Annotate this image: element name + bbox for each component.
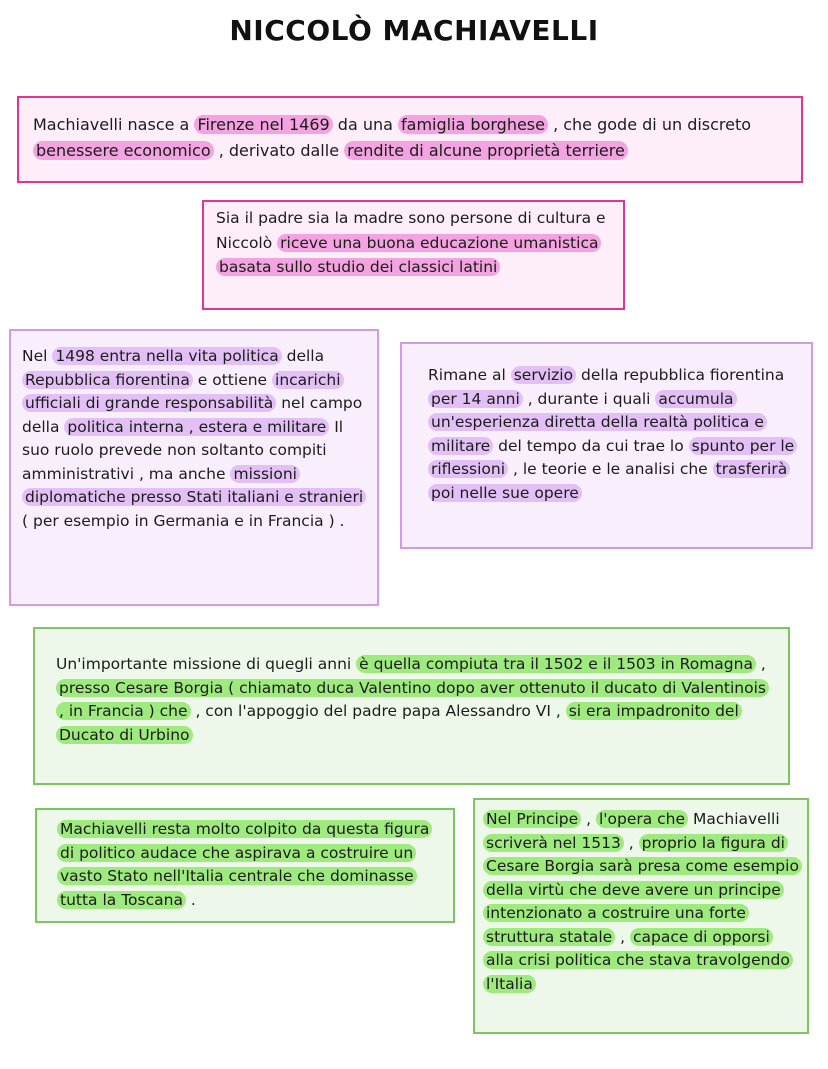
political-career-text: [22, 345, 367, 533]
birth-box: [17, 96, 803, 183]
text-fragment: Rimane al: [428, 366, 511, 384]
text-fragment: e ottiene: [192, 370, 273, 389]
text-fragment: Nel: [22, 347, 53, 365]
text-fragment: nel campo della: [22, 394, 363, 436]
highlight: riceve una buona educazione umanistica basata sullo studio dei classici latini: [216, 234, 601, 277]
text-fragment: , con l'appoggio del padre papa Alessandro VI ,: [190, 702, 566, 720]
highlight: scriverà nel 1513: [483, 834, 624, 852]
page-title: NICCOLÒ MACHIAVELLI: [229, 14, 599, 47]
mission-text: [56, 653, 774, 747]
highlight: capace di opporsi alla crisi politica che stava travolgendo l'Italia: [483, 928, 793, 993]
education-box: [202, 200, 625, 310]
text-fragment: .: [185, 890, 196, 909]
prince-box: [473, 798, 809, 1034]
text-fragment: ,: [615, 927, 630, 946]
text-fragment: , derivato dalle: [213, 141, 345, 160]
mission-box: [33, 627, 790, 785]
prince-text: [483, 808, 801, 996]
text-fragment: , durante i quali: [522, 389, 656, 408]
highlight: per 14 anni: [428, 390, 523, 408]
highlight: incarichi ufficiali di grande responsabilità: [22, 371, 344, 413]
highlight: Nel Principe: [483, 810, 581, 828]
highlight: Machiavelli resta molto colpito da questa figura di politico audace che aspirava a costruire un vasto Stato nell'Italia centrale che dominasse tutta la Toscana: [57, 820, 432, 909]
text-fragment: ,: [581, 810, 596, 828]
text-fragment: ( per esempio in Germania e in Francia ) .: [22, 511, 345, 530]
highlight: accumula un'esperienza diretta della realtà politica e militare: [428, 390, 767, 455]
highlight: trasferirà poi nelle sue opere: [428, 460, 790, 502]
text-fragment: ,: [755, 655, 766, 673]
impression-text: [57, 818, 443, 912]
highlight: benessere economico: [33, 141, 214, 160]
text-fragment: del tempo da cui trae lo: [493, 436, 689, 455]
highlight: missioni diplomatiche presso Stati italiani e stranieri: [22, 465, 366, 507]
highlight: rendite di alcune proprietà terriere: [344, 141, 628, 160]
political-career-box: [9, 329, 379, 606]
text-fragment: Il suo ruolo prevede non soltanto compiti amministrativi , ma anche: [22, 417, 344, 483]
text-fragment: , che gode di un discreto: [547, 115, 752, 134]
highlight: spunto per le riflessioni: [428, 437, 797, 479]
text-fragment: Sia il padre sia la madre sono persone di cultura e Niccolò: [216, 209, 606, 252]
highlight: Repubblica fiorentina: [22, 371, 193, 389]
highlight: famiglia borghese: [398, 115, 548, 134]
text-fragment: da una: [332, 115, 399, 134]
highlight: è quella compiuta tra il 1502 e il 1503 in Romagna: [356, 655, 756, 673]
education-text: [216, 206, 611, 280]
birth-text: [33, 112, 787, 164]
text-fragment: Machiavelli nasce a: [33, 115, 195, 134]
text-fragment: Machiavelli: [688, 810, 780, 828]
text-fragment: Un'importante missione di quegli anni: [56, 655, 357, 673]
highlight: presso Cesare Borgia ( chiamato duca Valentino dopo aver ottenuto il ducato di Valentinois , in Francia ) che: [56, 679, 769, 721]
highlight: 1498 entra nella vita politica: [52, 347, 281, 365]
service-text: [428, 364, 803, 505]
impression-box: [35, 808, 455, 923]
highlight: servizio: [511, 366, 576, 384]
service-box: [400, 342, 813, 549]
highlight: proprio la figura di Cesare Borgia sarà presa come esempio della virtù che deve avere un principe intenzionato a costruire una forte struttura statale: [483, 834, 802, 946]
text-fragment: , le teorie e le analisi che: [508, 460, 713, 478]
highlight: l'opera che: [596, 810, 688, 828]
text-fragment: della: [281, 347, 325, 365]
highlight: politica interna , estera e militare: [64, 418, 329, 436]
highlight: Firenze nel 1469: [194, 115, 332, 134]
text-fragment: della repubblica fiorentina: [576, 366, 785, 384]
highlight: si era impadronito del Ducato di Urbino: [56, 702, 742, 744]
text-fragment: ,: [623, 833, 639, 852]
